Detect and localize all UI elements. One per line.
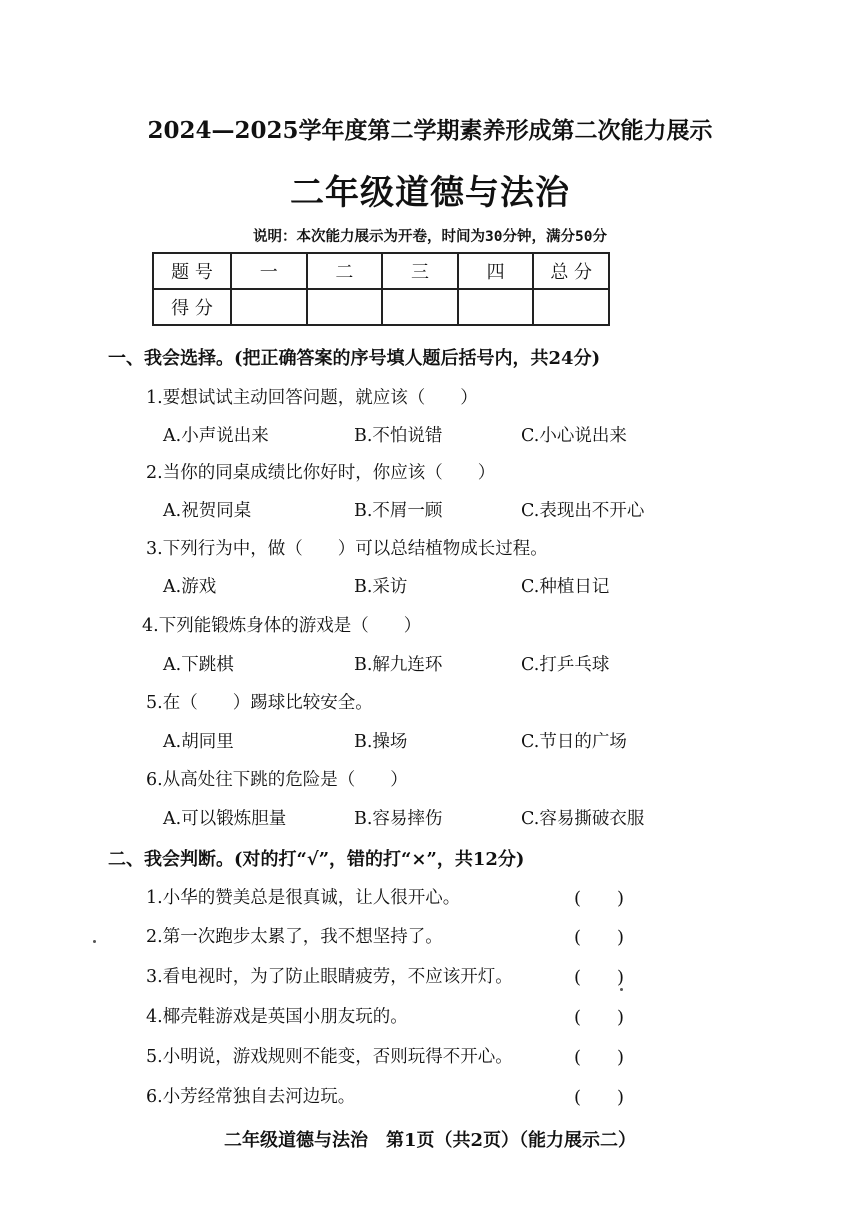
- judgment-item: 6.小芳经常独自去河边玩。: [146, 1087, 356, 1107]
- question-stem: 3.下列行为中，做（ ）可以总结植物成长过程。: [146, 539, 548, 559]
- answer-blank[interactable]: ( ): [574, 967, 625, 988]
- score-cell: 总 分: [533, 253, 609, 289]
- question-stem: 6.从高处往下跳的危险是（ ）: [146, 770, 408, 790]
- answer-blank[interactable]: ( ): [574, 1087, 625, 1108]
- score-cell[interactable]: [231, 289, 307, 325]
- page-footer: 二年级道德与法治 第1页（共2页）（能力展示二）: [223, 1130, 637, 1151]
- score-table: [152, 252, 610, 326]
- option-a[interactable]: A.胡同里: [163, 732, 234, 752]
- score-cell[interactable]: [382, 289, 458, 325]
- option-a[interactable]: A.游戏: [163, 577, 217, 597]
- option-c[interactable]: C.小心说出来: [521, 426, 627, 446]
- score-table-header-row: [153, 253, 609, 289]
- judgment-item: 3.看电视时，为了防止眼睛疲劳，不应该开灯。: [146, 967, 513, 987]
- option-b[interactable]: B.不怕说错: [354, 426, 443, 446]
- answer-blank[interactable]: ( ): [574, 1047, 625, 1068]
- judgment-item: 1.小华的赞美总是很真诚，让人很开心。: [146, 888, 461, 908]
- scan-speck: [93, 940, 96, 943]
- option-a[interactable]: A.可以锻炼胆量: [163, 809, 287, 829]
- question-stem: 4.下列能锻炼身体的游戏是（ ）: [142, 616, 422, 636]
- score-cell: 二: [307, 253, 383, 289]
- option-b[interactable]: B.不屑一顾: [354, 501, 443, 521]
- question-stem: 2.当你的同桌成绩比你好时，你应该（ ）: [146, 463, 496, 483]
- exam-note: 说明：本次能力展示为开卷，时间为30分钟，满分50分: [253, 229, 607, 245]
- section2-heading: 二、我会判断。(对的打“√”，错的打“×”，共12分): [108, 849, 525, 870]
- scan-speck: [620, 988, 623, 991]
- score-cell: 得 分: [153, 289, 231, 325]
- option-a[interactable]: A.祝贺同桌: [163, 501, 252, 521]
- score-cell[interactable]: [533, 289, 609, 325]
- answer-blank[interactable]: ( ): [574, 888, 625, 909]
- score-cell[interactable]: [307, 289, 383, 325]
- option-c[interactable]: C.表现出不开心: [521, 501, 645, 521]
- judgment-item: 4.椰壳鞋游戏是英国小朋友玩的。: [146, 1007, 408, 1027]
- subject-title: 二年级道德与法治: [290, 173, 570, 213]
- score-table-score-row: [153, 289, 609, 325]
- judgment-item: 5.小明说，游戏规则不能变，否则玩得不开心。: [146, 1047, 513, 1067]
- score-cell: 一: [231, 253, 307, 289]
- exam-title: 2024—2025学年度第二学期素养形成第二次能力展示: [147, 117, 713, 144]
- question-stem: 1.要想试试主动回答问题，就应该（ ）: [146, 388, 478, 408]
- answer-blank[interactable]: ( ): [574, 1007, 625, 1028]
- option-c[interactable]: C.节日的广场: [521, 732, 627, 752]
- answer-blank[interactable]: ( ): [574, 927, 625, 948]
- option-b[interactable]: B.解九连环: [354, 655, 443, 675]
- score-cell: 三: [382, 253, 458, 289]
- score-cell: 四: [458, 253, 534, 289]
- score-cell: 题 号: [153, 253, 231, 289]
- option-b[interactable]: B.容易摔伤: [354, 809, 443, 829]
- option-a[interactable]: A.小声说出来: [163, 426, 269, 446]
- option-b[interactable]: B.操场: [354, 732, 408, 752]
- option-c[interactable]: C.打乒乓球: [521, 655, 610, 675]
- score-cell[interactable]: [458, 289, 534, 325]
- question-stem: 5.在（ ）踢球比较安全。: [146, 693, 373, 713]
- option-a[interactable]: A.下跳棋: [163, 655, 234, 675]
- judgment-item: 2.第一次跑步太累了，我不想坚持了。: [146, 927, 443, 947]
- option-b[interactable]: B.采访: [354, 577, 408, 597]
- option-c[interactable]: C.种植日记: [521, 577, 610, 597]
- option-c[interactable]: C.容易撕破衣服: [521, 809, 645, 829]
- section1-heading: 一、我会选择。(把正确答案的序号填人题后括号内，共24分): [108, 348, 601, 369]
